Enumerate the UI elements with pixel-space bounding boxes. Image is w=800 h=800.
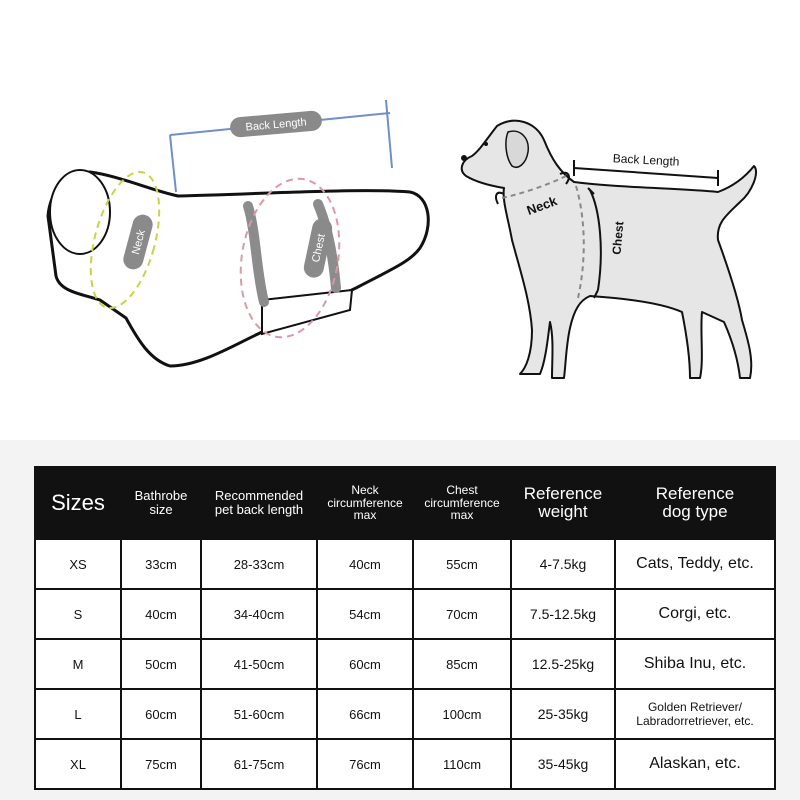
header-chest: Chest circumference max (413, 467, 511, 539)
cell-dog-type: Shiba Inu, etc. (615, 639, 775, 689)
cell-back: 34-40cm (201, 589, 317, 639)
cell-dog-type: Alaskan, etc. (615, 739, 775, 789)
size-chart-table (34, 466, 776, 790)
cell-size: XL (35, 739, 121, 789)
cell-chest: 110cm (413, 739, 511, 789)
cell-bathrobe: 60cm (121, 689, 201, 739)
header-back-length: Recommended pet back length (201, 467, 317, 539)
cell-back: 51-60cm (201, 689, 317, 739)
cell-dog-type: Golden Retriever/ Labradorretriever, etc. (615, 689, 775, 739)
cell-weight: 7.5-12.5kg (511, 589, 615, 639)
cell-bathrobe: 75cm (121, 739, 201, 789)
cell-neck: 76cm (317, 739, 413, 789)
cell-bathrobe: 40cm (121, 589, 201, 639)
cell-dog-type: Cats, Teddy, etc. (615, 539, 775, 589)
cell-neck: 40cm (317, 539, 413, 589)
table-row (35, 739, 775, 789)
coat-neck-label: Neck (129, 228, 149, 256)
cell-size: S (35, 589, 121, 639)
coat-back-length-label: Back Length (245, 116, 308, 134)
cell-neck: 54cm (317, 589, 413, 639)
cell-weight: 35-45kg (511, 739, 615, 789)
cell-chest: 70cm (413, 589, 511, 639)
cell-size: M (35, 639, 121, 689)
header-weight: Reference weight (511, 467, 615, 539)
cell-weight: 4-7.5kg (511, 539, 615, 589)
header-bathrobe-size: Bathrobe size (121, 467, 201, 539)
coat-chest-label: Chest (310, 232, 328, 264)
table-row (35, 689, 775, 739)
table-header-row (35, 467, 775, 539)
header-sizes: Sizes (35, 467, 121, 539)
table-row (35, 589, 775, 639)
coat-illustration (48, 100, 428, 366)
table-row (35, 639, 775, 689)
cell-neck: 66cm (317, 689, 413, 739)
cell-dog-type: Corgi, etc. (615, 589, 775, 639)
table-row (35, 539, 775, 589)
cell-back: 41-50cm (201, 639, 317, 689)
cell-chest: 85cm (413, 639, 511, 689)
cell-back: 28-33cm (201, 539, 317, 589)
cell-chest: 100cm (413, 689, 511, 739)
cell-neck: 60cm (317, 639, 413, 689)
cell-size: XS (35, 539, 121, 589)
cell-weight: 12.5-25kg (511, 639, 615, 689)
cell-bathrobe: 33cm (121, 539, 201, 589)
header-dog-type: Reference dog type (615, 467, 775, 539)
dog-neck-label: Neck (524, 193, 559, 218)
dog-chest-label: Chest (609, 220, 627, 256)
dog-illustration (461, 121, 756, 378)
cell-bathrobe: 50cm (121, 639, 201, 689)
cell-chest: 55cm (413, 539, 511, 589)
cell-back: 61-75cm (201, 739, 317, 789)
dog-back-length-label: Back Length (612, 151, 680, 169)
cell-size: L (35, 689, 121, 739)
cell-weight: 25-35kg (511, 689, 615, 739)
header-neck: Neck circumference max (317, 467, 413, 539)
